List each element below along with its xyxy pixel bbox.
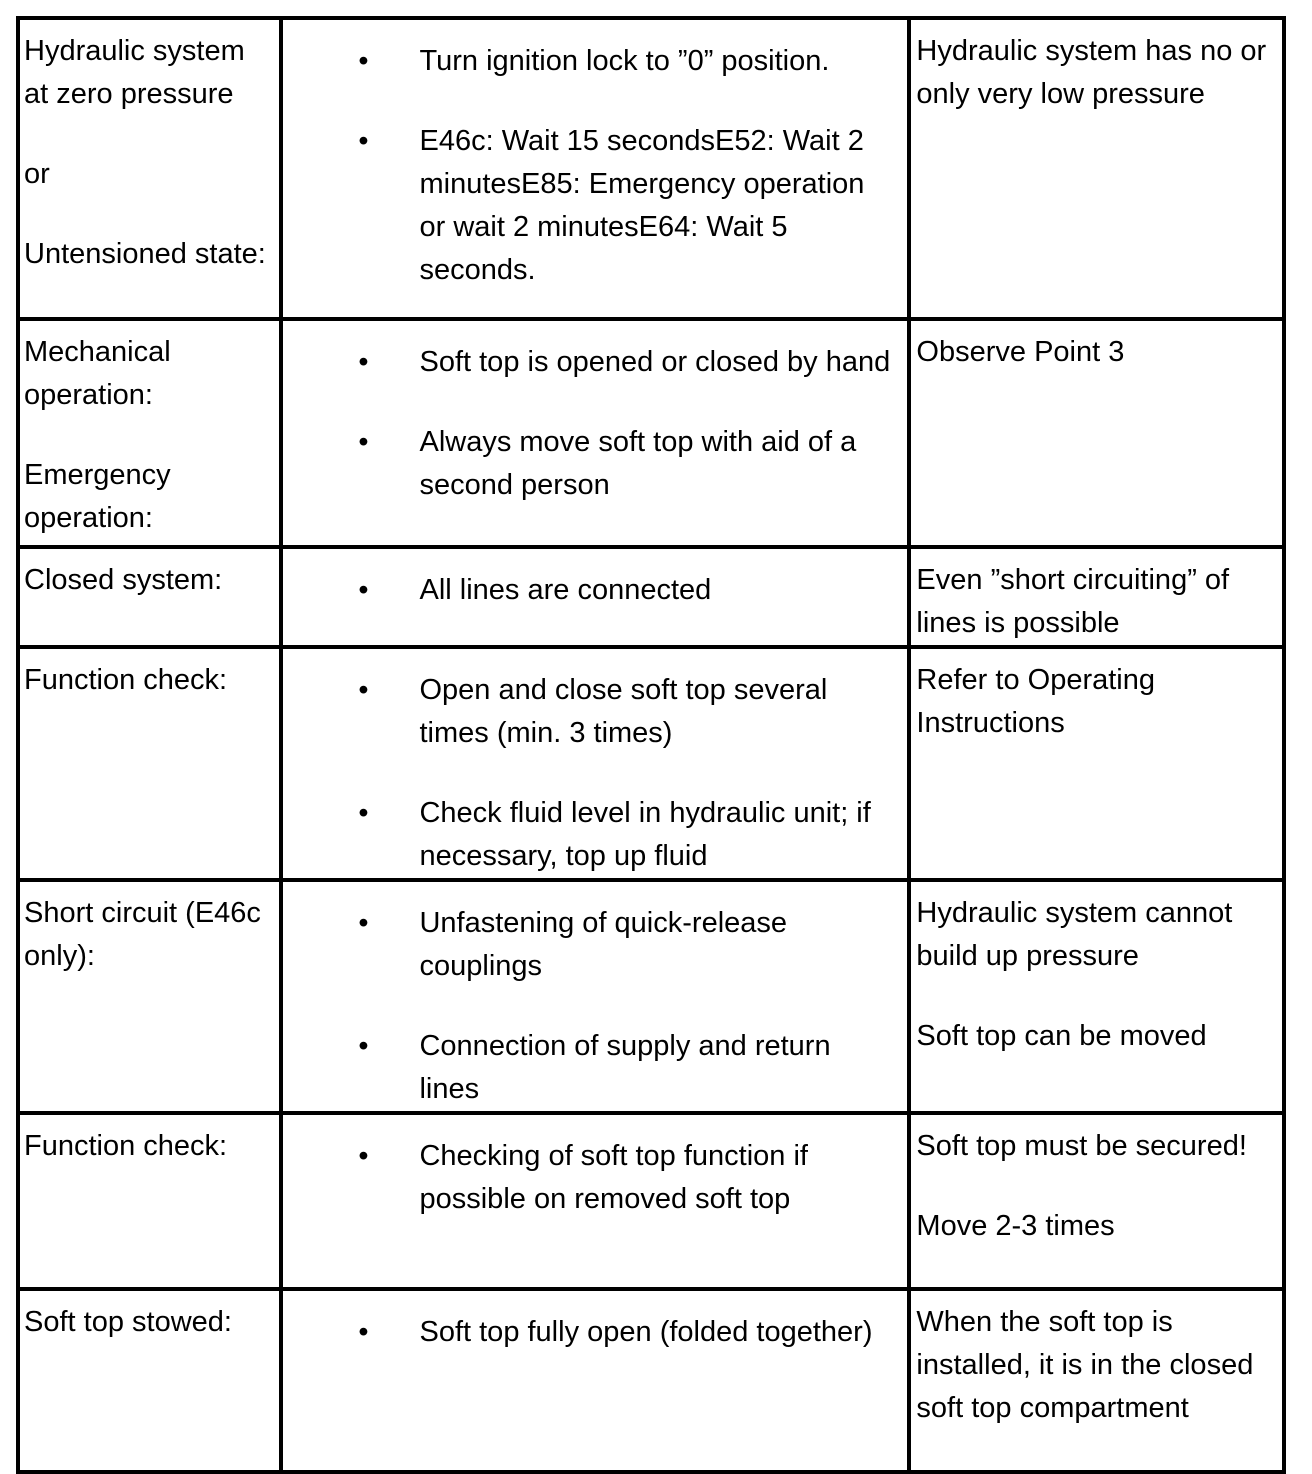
notes-cell <box>909 880 1284 1113</box>
bullet-icon: • <box>358 907 369 939</box>
bullet-icon: • <box>358 1316 369 1348</box>
note-text: Soft top must be secured! <box>916 1130 1247 1162</box>
condition-cell <box>18 880 281 1113</box>
action-item <box>283 1025 897 1111</box>
condition-cell <box>18 1289 281 1472</box>
condition-text: Short circuit (E46c only): <box>24 897 261 972</box>
condition-text: Untensioned state: <box>24 238 266 270</box>
actions-cell <box>281 319 909 547</box>
note-text: Observe Point 3 <box>916 336 1125 368</box>
bullet-icon: • <box>358 1030 369 1062</box>
note-text: Hydraulic system cannot build up pressure <box>916 897 1233 972</box>
notes-cell <box>909 1113 1284 1289</box>
action-item <box>283 792 897 878</box>
table-row <box>18 880 1284 1113</box>
action-text: Check fluid level in hydraulic unit; if necessary, top up fluid <box>419 797 871 872</box>
action-text: Open and close soft top several times (min. 3 times) <box>419 674 828 749</box>
action-item <box>283 120 897 292</box>
table-row <box>18 18 1284 319</box>
condition-text: Mechanical operation: <box>24 336 171 411</box>
condition-text: Hydraulic system at zero pressure <box>24 35 245 110</box>
action-text: All lines are connected <box>419 574 712 606</box>
condition-text: Function check: <box>24 1130 228 1162</box>
bullet-icon: • <box>358 1140 369 1172</box>
table-row <box>18 319 1284 547</box>
action-item <box>283 341 897 384</box>
note-text: When the soft top is installed, it is in the closed soft top compartment <box>916 1306 1254 1424</box>
condition-cell <box>18 647 281 880</box>
action-text: Soft top is opened or closed by hand <box>419 346 891 378</box>
condition-text: or <box>24 158 50 190</box>
condition-cell <box>18 18 281 319</box>
action-text: Unfastening of quick-release couplings <box>419 907 788 982</box>
actions-cell <box>281 1289 909 1472</box>
bullet-icon: • <box>358 45 369 77</box>
note-text: Even ”short circuiting” of lines is possible <box>916 564 1230 639</box>
condition-cell <box>18 319 281 547</box>
notes-cell <box>909 547 1284 647</box>
procedure-table <box>16 16 1286 1474</box>
action-text: Connection of supply and return lines <box>419 1030 831 1105</box>
condition-text: Soft top stowed: <box>24 1306 232 1338</box>
action-text: Turn ignition lock to ”0” position. <box>419 45 830 77</box>
table-row <box>18 647 1284 880</box>
bullet-icon: • <box>358 346 369 378</box>
action-item <box>283 1311 897 1354</box>
actions-cell <box>281 547 909 647</box>
bullet-icon: • <box>358 426 369 458</box>
notes-cell <box>909 647 1284 880</box>
actions-cell <box>281 1113 909 1289</box>
actions-cell <box>281 647 909 880</box>
condition-text: Emergency operation: <box>24 459 171 534</box>
condition-text: Function check: <box>24 664 228 696</box>
note-text: Refer to Operating Instructions <box>916 664 1155 739</box>
table-row <box>18 1113 1284 1289</box>
action-item <box>283 1135 897 1221</box>
action-item <box>283 421 897 507</box>
action-item <box>283 669 897 755</box>
actions-cell <box>281 18 909 319</box>
action-item <box>283 40 897 83</box>
action-text: E46c: Wait 15 secondsE52: Wait 2 minutesE85: Emergency operation or wait 2 minutesE64: Wait 5 seconds. <box>419 125 865 286</box>
note-text: Hydraulic system has no or only very low pressure <box>916 35 1267 110</box>
condition-cell <box>18 547 281 647</box>
action-text: Soft top fully open (folded together) <box>419 1316 873 1348</box>
bullet-icon: • <box>358 797 369 829</box>
condition-text: Closed system: <box>24 564 223 596</box>
bullet-icon: • <box>358 125 369 157</box>
bullet-icon: • <box>358 574 369 606</box>
action-text: Checking of soft top function if possible on removed soft top <box>419 1140 808 1215</box>
bullet-icon: • <box>358 674 369 706</box>
note-text: Move 2-3 times <box>916 1210 1115 1242</box>
table-row <box>18 547 1284 647</box>
notes-cell <box>909 1289 1284 1472</box>
condition-cell <box>18 1113 281 1289</box>
note-text: Soft top can be moved <box>916 1020 1207 1052</box>
actions-cell <box>281 880 909 1113</box>
notes-cell <box>909 18 1284 319</box>
action-item <box>283 569 897 612</box>
action-item <box>283 902 897 988</box>
table-row <box>18 1289 1284 1472</box>
notes-cell <box>909 319 1284 547</box>
action-text: Always move soft top with aid of a second person <box>419 426 857 501</box>
